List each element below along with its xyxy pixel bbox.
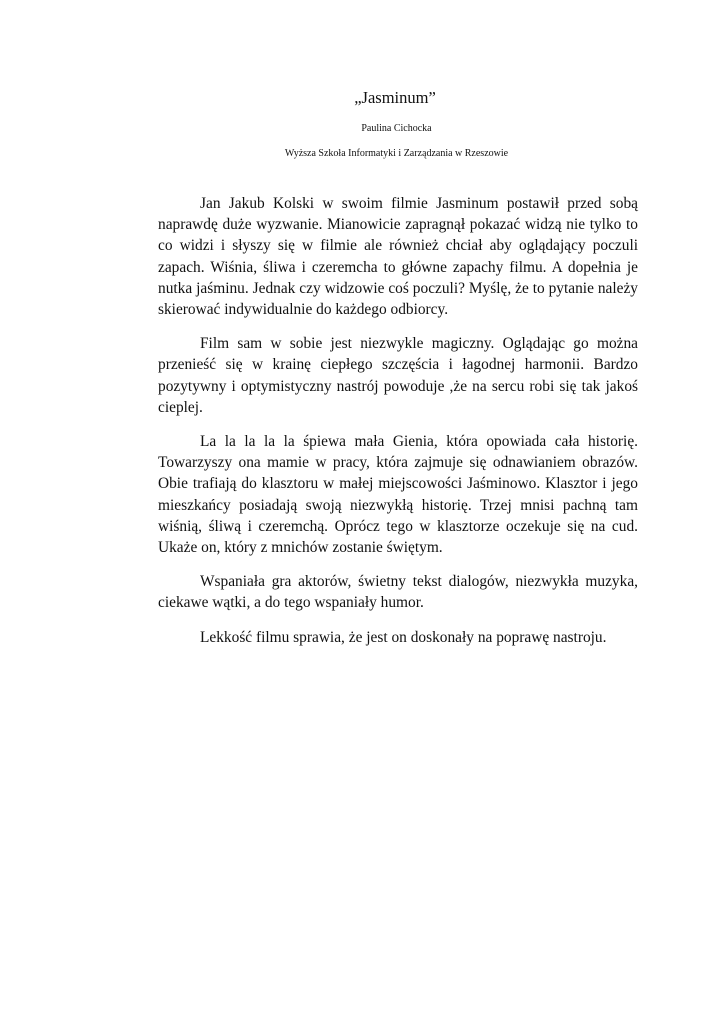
body-paragraph: Lekkość filmu sprawia, że jest on doskonały na poprawę nastroju. <box>200 628 607 646</box>
document-title: „Jasminum” <box>354 88 436 107</box>
body-paragraph: Wspaniała gra aktorów, świetny tekst dialogów, niezwykła muzyka, ciekawe wątki, a do tego wspaniały humor. <box>158 573 638 612</box>
body-paragraph: La la la la la śpiewa mała Gienia, która opowiada cała historię. Towarzyszy ona mamie w pracy, która zajmuje się odnawianiem obrazów. Obie trafiają do klasztoru w małej miejscowości Jaśminowo. Klasztor i jego mieszkańcy posiadają swoją niezwykłą historię. Trzej mnisi pachną tam wiśnią, śliwą i czeremchą. Oprócz tego w klasztorze oczekuje się na cud. Ukaże on, który z mnichów zostanie świętym. <box>158 433 638 557</box>
document-affiliation: Wyższa Szkoła Informatyki i Zarządzania w Rzeszowie <box>284 148 509 159</box>
document-body <box>158 193 638 648</box>
document-author: Paulina Cichocka <box>361 123 432 134</box>
body-paragraph: Film sam w sobie jest niezwykle magiczny. Oglądając go można przenieść się w krainę ciepłego szczęścia i łagodnej harmonii. Bardzo pozytywny i optymistyczny nastrój powoduje ,że na sercu robi się tak jakoś cieplej. <box>158 335 638 416</box>
body-paragraph: Jan Jakub Kolski w swoim filmie Jasminum postawił przed sobą naprawdę duże wyzwanie. Mianowicie zapragnął pokazać widzą nie tylko to co widzi i słyszy się w filmie ale również chciał aby oglądający poczuli zapach. Wiśnia, śliwa i czeremcha to główne zapachy filmu. A dopełnia je nutka jaśminu. Jednak czy widzowie coś poczuli? Myślę, że to pytanie należy skierować indywidualnie do każdego odbiorcy. <box>158 195 638 319</box>
